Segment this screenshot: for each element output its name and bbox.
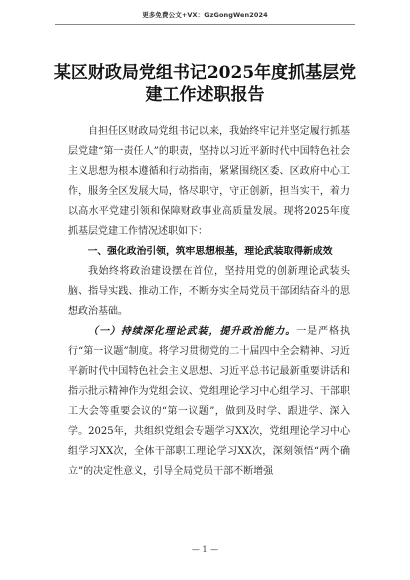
subsection-heading: （一）持续深化理论武装，提升政治能力。 bbox=[88, 326, 297, 337]
document-title: 某区财政局党组书记2025年度抓基层党建工作述职报告 bbox=[53, 63, 357, 105]
subsection-paragraph bbox=[68, 322, 350, 482]
section-paragraph: 我始终将政治建设摆在首位，坚持用党的创新理论武装头脑、指导实践、推动工作，不断夯实全局党员干部团结奋斗的思想政治基础。 bbox=[68, 266, 350, 317]
subsection-body: 一是严格执行“第一议题”制度。将学习贯彻党的二十届四中全会精神、习近平新时代中国特色社会主义思想、习近平总书记最新重要讲话和指示批示精神作为党组会议、党组理论学习中心组学习、干部职工大会等重要会议的“第一议题”，做到及时学、跟进学、深入学。2025年，共组织党组会专题学习XX次，党组理论学习中心组学习XX次，全体干部职工理论学习XX次，深刻领悟“两个确立”的决定性意义，引导全局党员干部不断增强 bbox=[68, 326, 351, 477]
intro-paragraph: 自担任区财政局党组书记以来，我始终牢记并坚定履行抓基层党建“第一责任人”的职责，坚持以习近平新时代中国特色社会主义思想为根本遵循和行动指南，紧紧围绕区委、区政府中心工作，服务全区发展大局，恪尽职守，守正创新，担当实干，着力以高水平党建引领和保障财政事业高质量发展。现将2025年度抓基层党建工作情况述职如下： bbox=[68, 126, 350, 237]
page-number: — 1 — bbox=[191, 545, 219, 554]
section-heading: 一、强化政治引领，筑牢思想根基，理论武装取得新成效 bbox=[87, 246, 333, 257]
header-note: 更多免费公文+VX：GzGongWen2024 bbox=[142, 11, 268, 19]
header-divider bbox=[55, 24, 355, 25]
